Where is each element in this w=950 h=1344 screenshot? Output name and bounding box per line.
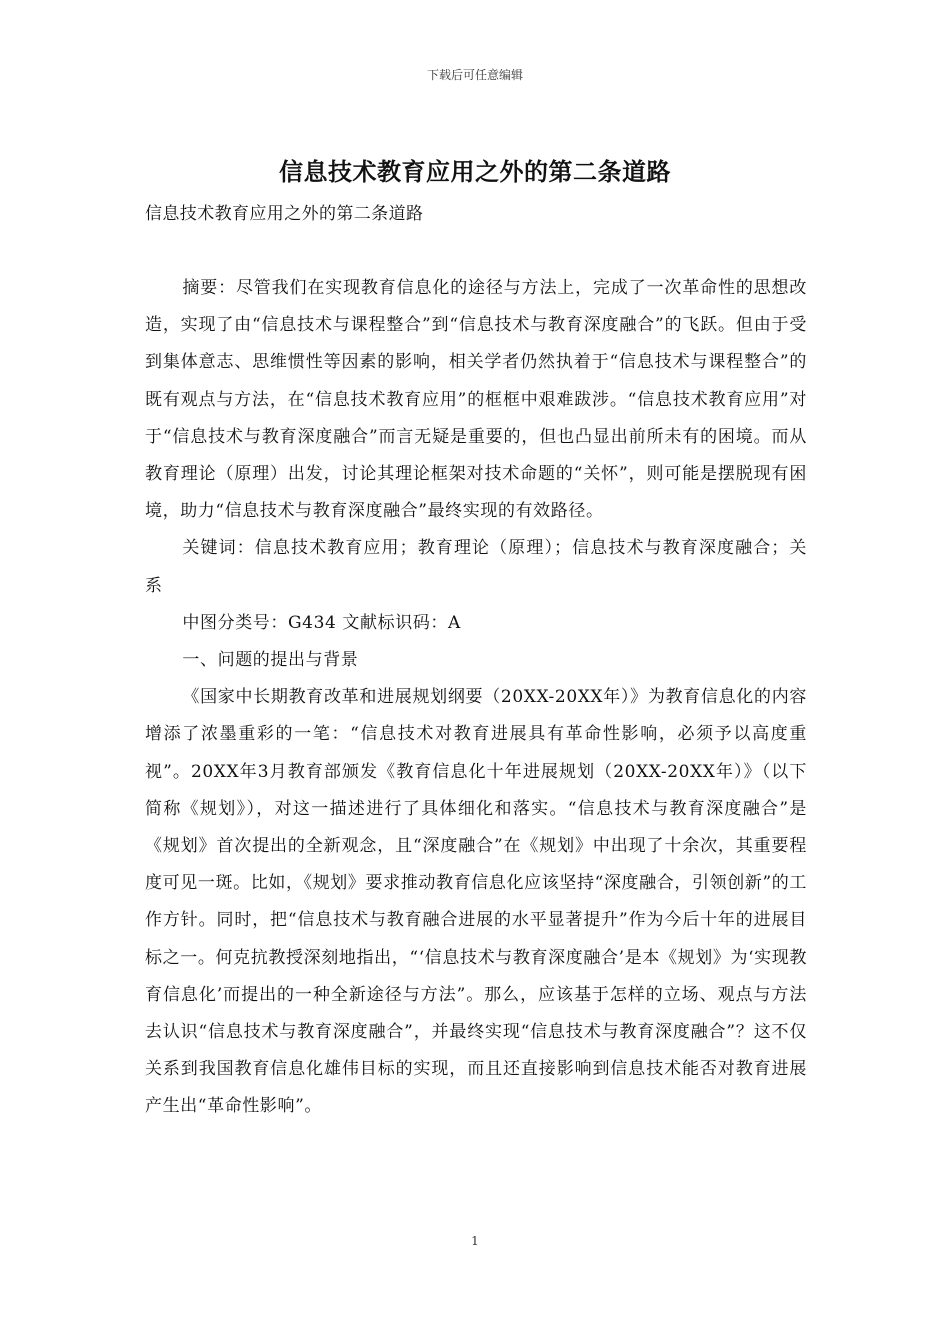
document-body xyxy=(145,270,807,1126)
page-number: 1 xyxy=(471,1234,479,1248)
section-heading: 一、问题的提出与背景 xyxy=(182,650,359,671)
body-paragraph: 《国家中长期教育改革和进展规划纲要（20XX-20XX年）》为教育信息化的内容增添了浓墨重彩的一笔：“信息技术对教育进展具有革命性影响，必须予以高度重视”。20XX年3月教育部颁发《教育信息化十年进展规划（20XX-20XX年）》（以下简称《规划》），对这一描述进行了具体细化和落实。“信息技术与教育深度融合”是《规划》首次提出的全新观念，且“深度融合”在《规划》中出现了十余次，其重要程度可见一斑。比如，《规划》要求推动教育信息化应该坚持“深度融合，引领创新”的工作方针。同时，把“信息技术与教育融合进展的水平显著提升”作为今后十年的进展目标之一。何克抗教授深刻地指出，“‘信息技术与教育深度融合’是本《规划》为‘实现教育信息化’而提出的一种全新途径与方法”。那么，应该基于怎样的立场、观点与方法去认识“信息技术与教育深度融合”，并最终实现“信息技术与教育深度融合”？这不仅关系到我国教育信息化雄伟目标的实现，而且还直接影响到信息技术能否对教育进展产生出“革命性影响”。 xyxy=(145,687,807,1117)
classification-paragraph: 中图分类号：G434 文献标识码：A xyxy=(182,612,461,633)
document-title: 信息技术教育应用之外的第二条道路 xyxy=(279,157,671,186)
keywords-paragraph: 关键词：信息技术教育应用；教育理论（原理）；信息技术与教育深度融合；关系 xyxy=(145,538,807,596)
document-subtitle: 信息技术教育应用之外的第二条道路 xyxy=(145,204,424,224)
abstract-paragraph: 摘要：尽管我们在实现教育信息化的途径与方法上，完成了一次革命性的思想改造，实现了由“信息技术与课程整合”到“信息技术与教育深度融合”的飞跃。但由于受到集体意志、思维惯性等因素的影响，相关学者仍然执着于“信息技术与课程整合”的既有观点与方法，在“信息技术教育应用”的框框中艰难跋涉。“信息技术教育应用”对于“信息技术与教育深度融合”而言无疑是重要的，但也凸显出前所未有的困境。而从教育理论（原理）出发，讨论其理论框架对技术命题的“关怀”，则可能是摆脱现有困境，助力“信息技术与教育深度融合”最终实现的有效路径。 xyxy=(145,278,807,522)
page-header: 下载后可任意编辑 xyxy=(426,68,523,82)
